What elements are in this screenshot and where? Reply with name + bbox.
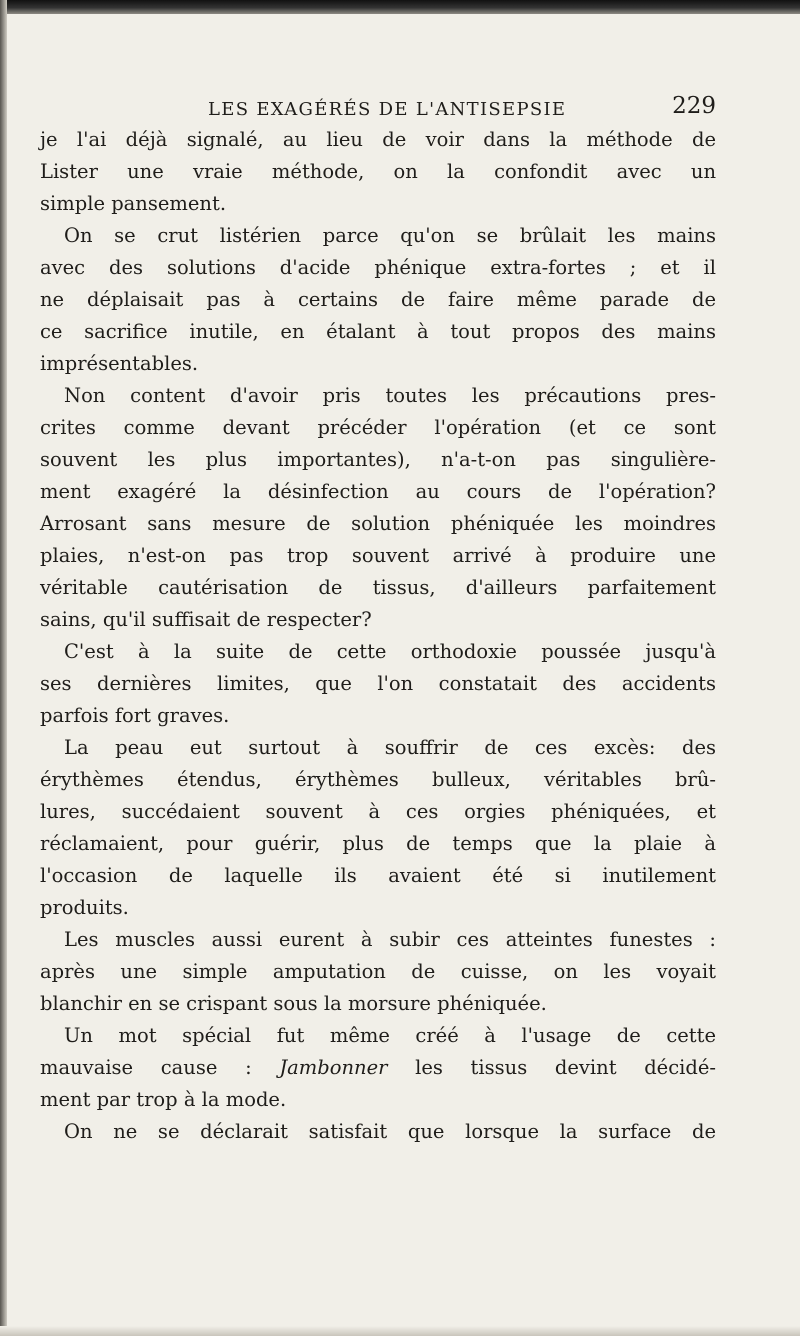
text-line: Lister une vraie méthode, on la confondit avec un [40, 160, 716, 183]
text-line: La peau eut surtout à souffrir de ces excès: des [64, 736, 716, 759]
running-title: LES EXAGÉRÉS DE L'ANTISEPSIE [208, 99, 567, 120]
italic-term: Jambonner [279, 1056, 388, 1079]
text-line: ce sacrifice inutile, en étalant à tout propos des mains [40, 320, 716, 343]
body-text [40, 124, 716, 1148]
text-line: ses dernières limites, que l'on constatait des accidents [40, 672, 716, 695]
text-line: produits. [40, 896, 129, 919]
text-line: Non content d'avoir pris toutes les précautions pres- [64, 384, 716, 407]
text-line: blanchir en se crispant sous la morsure phéniquée. [40, 992, 547, 1015]
text-line: mauvaise cause : Jambonner les tissus devint décidé- [40, 1056, 716, 1079]
text-line: ne déplaisait pas à certains de faire même parade de [40, 288, 716, 311]
text-line: Les muscles aussi eurent à subir ces atteintes funestes : [64, 928, 716, 951]
page-number: 229 [672, 93, 716, 119]
text-line: véritable cautérisation de tissus, d'ailleurs parfaitement [40, 576, 716, 599]
text-line: réclamaient, pour guérir, plus de temps que la plaie à [40, 832, 716, 855]
text-line: après une simple amputation de cuisse, on les voyait [40, 960, 716, 983]
text-line: ment exagéré la désinfection au cours de l'opération? [40, 480, 716, 503]
text-line: lures, succédaient souvent à ces orgies phéniquées, et [40, 800, 716, 823]
text-line: souvent les plus importantes), n'a-t-on pas singulière- [40, 448, 716, 471]
text-line: simple pansement. [40, 192, 227, 215]
text-line: crites comme devant précéder l'opération (et ce sont [40, 416, 716, 439]
text-line: plaies, n'est-on pas trop souvent arrivé à produire une [40, 544, 716, 567]
text-line: On ne se déclarait satisfait que lorsque la surface de [64, 1120, 716, 1143]
text-line: Un mot spécial fut même créé à l'usage de cette [64, 1024, 716, 1047]
page-top-edge [0, 0, 800, 14]
text-line: avec des solutions d'acide phénique extra-fortes ; et il [40, 256, 716, 279]
text-line: C'est à la suite de cette orthodoxie poussée jusqu'à [64, 640, 716, 663]
text-line: On se crut listérien parce qu'on se brûlait les mains [64, 224, 716, 247]
text-line: je l'ai déjà signalé, au lieu de voir dans la méthode de [40, 128, 716, 151]
text-line: imprésentables. [40, 352, 199, 375]
page-header [40, 93, 716, 127]
text-line: ment par trop à la mode. [40, 1088, 287, 1111]
text-line: Arrosant sans mesure de solution phéniquée les moindres [40, 512, 716, 535]
text-line: érythèmes étendus, érythèmes bulleux, véritables brû- [40, 768, 716, 791]
page-binding-edge [0, 0, 7, 1336]
text-line: sains, qu'il suffisait de respecter? [40, 608, 372, 631]
page-bottom-edge [0, 1326, 800, 1336]
text-line: l'occasion de laquelle ils avaient été si inutilement [40, 864, 716, 887]
text-line: parfois fort graves. [40, 704, 230, 727]
